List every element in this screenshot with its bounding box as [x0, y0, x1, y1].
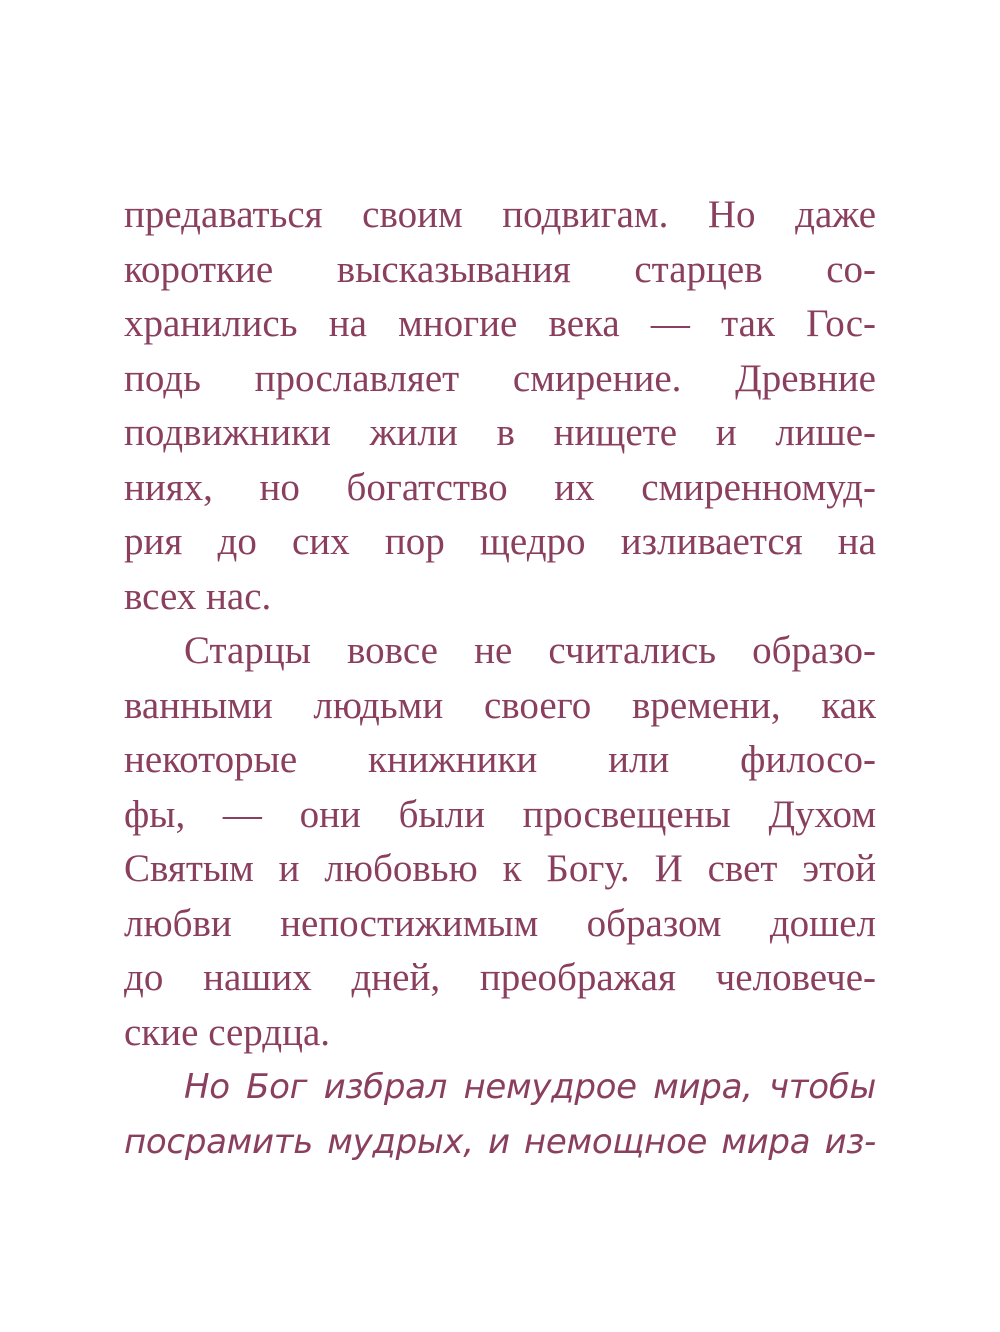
text-line: Старцы вовсе не считались образо- — [184, 629, 876, 672]
text-line: короткие высказывания старцев со- — [124, 247, 876, 291]
text-line: ские сердца. — [124, 1010, 331, 1054]
text-line: некоторые книжники или филосо- — [124, 738, 876, 781]
text-line: до наших дней, преображая человече- — [124, 956, 876, 999]
text-line: фы, — они были просвещены Духом — [124, 792, 876, 836]
text-line: ванными людьми своего времени, как — [124, 683, 876, 727]
text-line: Святым и любовью к Богу. И свет этой — [124, 847, 876, 890]
text-line: рия до сих пор щедро изливается на — [124, 520, 876, 563]
text-line: подвижники жили в нищете и лише- — [124, 411, 876, 454]
paragraph-2 — [124, 624, 876, 1060]
text-line: всех нас. — [124, 574, 272, 618]
quote-line: посрамить мудрых, и немощное мира из- — [124, 1121, 876, 1162]
text-line: ниях, но богатство их смиренномуд- — [124, 465, 876, 509]
quote-line: Но Бог избрал немудрое мира, чтобы — [184, 1067, 876, 1107]
text-line: хранились на многие века — так Гос- — [124, 302, 876, 345]
paragraph-1 — [124, 188, 876, 624]
scripture-quote — [124, 1060, 876, 1169]
text-line: подь прославляет смирение. Древние — [124, 356, 876, 400]
text-line: любви непостижимым образом дошел — [124, 901, 876, 945]
body-text — [124, 188, 876, 1169]
text-line: предаваться своим подвигам. Но даже — [124, 193, 876, 236]
